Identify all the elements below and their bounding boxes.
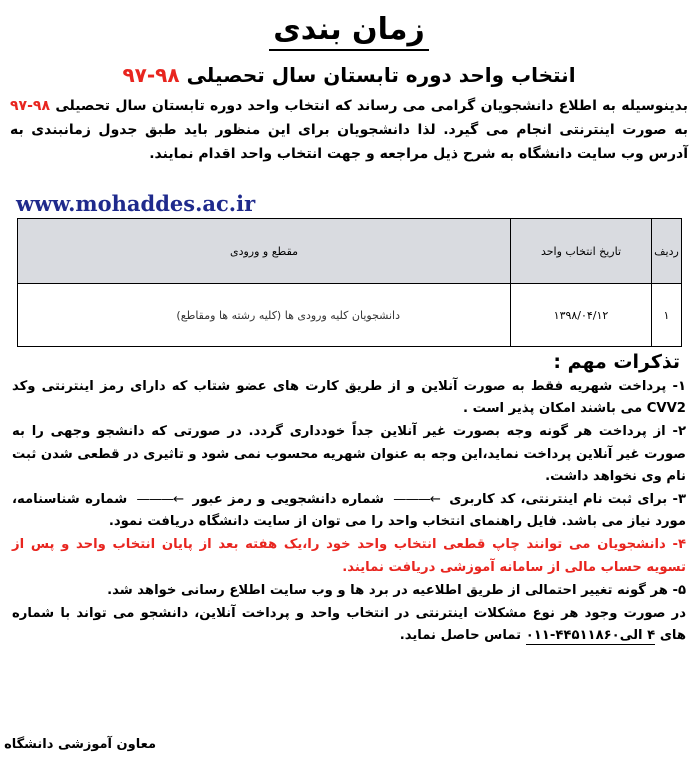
page-subtitle <box>0 60 698 90</box>
note-4: ۴- دانشجویان می توانند چاپ قطعی انتخاب واحد خود را،یک هفته بعد از پایان انتخاب واحد و پس از تسویه حساب مالی از سامانه آموزشی دریافت نمایند. <box>12 537 686 575</box>
notes-list <box>12 376 686 648</box>
note-2: ۲- از پرداخت هر گونه وجه بصورت غیر آنلاین جداً خودداری گردد. در صورتی که دانشجو وجهی را به صورت غیر آنلاین پرداخت نماید،این وجه به عنوان شهریه محسوب نمی شود و تاثیری در قطعی شدن ثبت نام وی نخواهد داشت. <box>12 424 686 484</box>
header-idx: ردیف <box>652 219 682 284</box>
header-date: تاریخ انتخاب واحد <box>511 219 652 284</box>
intro-year: ۹۸-۹۷ <box>10 98 50 114</box>
arrow-left-icon: ←——— <box>136 492 184 508</box>
contact-text: در صورت وجود هر نوع مشکلات اینترنتی در انتخاب واحد و پرداخت آنلاین، دانشجو می تواند با شماره های <box>12 606 686 644</box>
subtitle-text: انتخاب واحد دوره تابستان سال تحصیلی <box>186 63 576 87</box>
signature-footer: معاون آموزشی دانشگاه <box>4 737 156 752</box>
note-3-part-c: شماره شناسنامه، مورد نیاز می باشد. فایل راهنمای انتخاب واحد را می توان از سایت دانشگاه دریافت نمود. <box>12 492 686 530</box>
website-link[interactable]: www.mohaddes.ac.ir <box>16 191 256 216</box>
page-title <box>0 6 698 54</box>
cell-section: دانشجویان کلیه ورودی ها (کلیه رشته ها ومقاطع) <box>18 284 511 347</box>
contact-phone: ۴ الی۴۴۵۱۱۸۶۰-۰۱۱ <box>525 628 656 644</box>
cell-date: ۱۳۹۸/۰۴/۱۲ <box>511 284 652 347</box>
intro-rest: به صورت اینترنتی انجام می گیرد. لذا دانشجویان برای این منظور باید طبق جدول زمانبندی به آدرس وب سایت دانشگاه به شرح ذیل مراجعه و جهت انتخاب واحد اقدام نمایند. <box>10 122 688 162</box>
note-1: ۱- پرداخت شهریه فقط به صورت آنلاین و از طریق کارت های عضو شتاب که دارای رمز اینترنتی وکد CVV2 می باشند امکان پذیر است . <box>12 379 686 417</box>
note-3-part-b: شماره دانشجویی و رمز عبور <box>192 492 384 508</box>
intro-line1: بدینوسیله به اطلاع دانشجویان گرامی می رساند که انتخاب واحد دوره تابستان سال تحصیلی <box>55 98 689 114</box>
cell-idx: ۱ <box>652 284 682 347</box>
note-5: ۵- هر گونه تغییر احتمالی از طریق اطلاعیه در برد ها و وب سایت اطلاع رسانی خواهد شد. <box>107 582 686 598</box>
table-header-row <box>18 219 682 284</box>
arrow-left-icon: ←——— <box>393 492 440 508</box>
header-section: مقطع و ورودی <box>18 219 511 284</box>
schedule-table <box>17 218 682 347</box>
page-title-text: زمان بندی <box>269 12 429 51</box>
note-3 <box>12 489 686 533</box>
table-row <box>18 284 682 347</box>
contact-note <box>12 603 686 647</box>
note-3-part-a: ۳- برای ثبت نام اینترنتی، کد کاربری <box>449 492 687 508</box>
intro-paragraph <box>10 94 688 166</box>
subtitle-year: ۹۸-۹۷ <box>122 63 180 87</box>
notes-heading: تذکرات مهم : <box>553 351 680 373</box>
contact-text-end: تماس حاصل نماید. <box>399 628 522 644</box>
